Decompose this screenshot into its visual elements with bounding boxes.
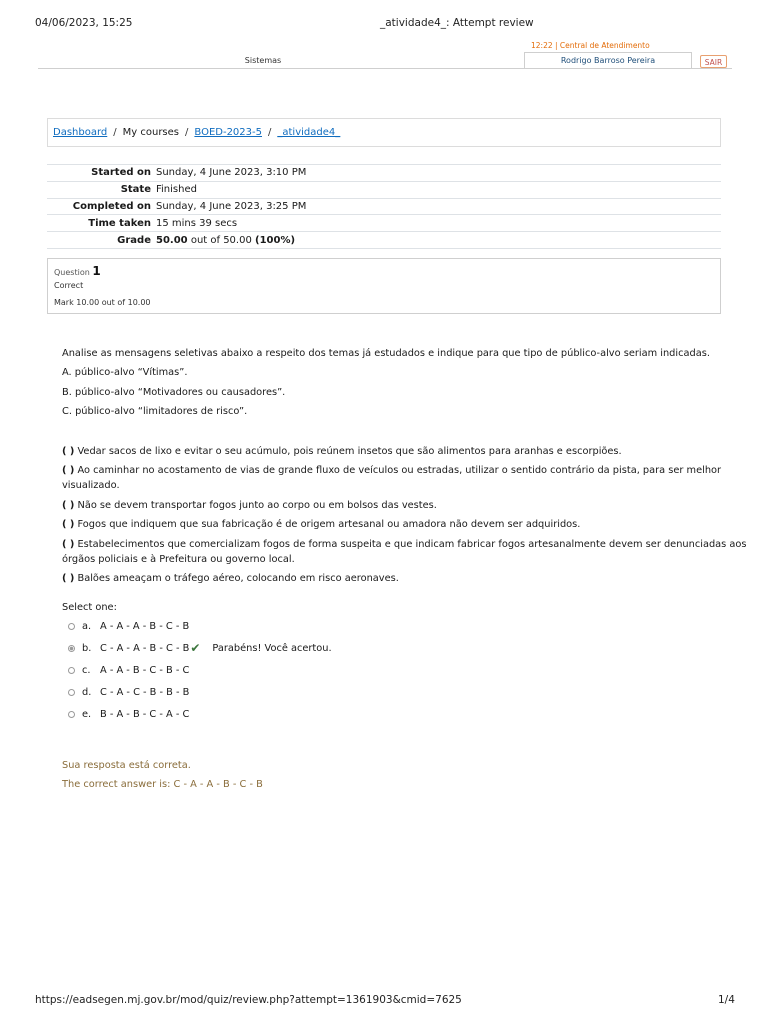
table-row (47, 181, 721, 198)
grade-out-of: out of 50.00 (187, 234, 255, 246)
statement-2-continued: visualizado. (62, 480, 120, 491)
radio-button[interactable] (68, 623, 75, 630)
statement-text: Balões ameaçam o tráfego aéreo, colocando em risco aeronaves. (74, 573, 399, 584)
option-text: C - A - A - B - C - B (100, 642, 190, 654)
option-letter: e. (82, 708, 92, 720)
breadcrumb-course-link[interactable]: BOED-2023-5 (194, 127, 262, 138)
grade-score: 50.00 (156, 234, 188, 246)
breadcrumb-separator: / (185, 127, 189, 138)
statement-5 (62, 538, 747, 553)
option-text: B - A - B - C - A - C (100, 708, 190, 720)
target-definition-c: C. público-alvo “limitadores de risco”. (62, 406, 248, 417)
summary-label: Completed on (72, 200, 151, 212)
option-text: C - A - C - B - B - B (100, 686, 190, 698)
correct-answer: The correct answer is: C - A - A - B - C - B (62, 779, 263, 790)
statement-4 (62, 518, 580, 533)
target-definition-b: B. público-alvo “Motivadores ou causadores”. (62, 387, 286, 398)
blank-marker: ( ) (62, 539, 75, 550)
table-row (47, 165, 721, 182)
question-label: Question (54, 268, 90, 277)
grade-value (156, 232, 721, 249)
statement-6 (62, 572, 399, 587)
statement-5-continued: órgãos policiais e à Prefeitura ou governo local. (62, 554, 295, 565)
target-definition-a: A. público-alvo “Vítimas”. (62, 367, 188, 378)
print-footer-url: https://eadsegen.mj.gov.br/mod/quiz/review.php?attempt=1361903&cmid=7625 (35, 994, 462, 1006)
summary-label: Started on (91, 167, 151, 179)
summary-label: Time taken (88, 217, 151, 229)
radio-button[interactable] (68, 689, 75, 696)
answer-option-d[interactable] (68, 685, 189, 699)
table-row (47, 198, 721, 215)
option-text: A - A - A - B - C - B (100, 620, 190, 632)
question-info (47, 258, 721, 314)
option-letter: d. (82, 686, 92, 698)
answer-option-e[interactable] (68, 707, 189, 721)
print-page-number: 1/4 (718, 994, 735, 1006)
statement-1 (62, 445, 622, 460)
statement-3 (62, 499, 437, 514)
print-datetime: 04/06/2023, 15:25 (35, 17, 133, 29)
option-text: A - A - B - C - B - C (100, 664, 190, 676)
blank-marker: ( ) (62, 446, 75, 457)
grade-percent: (100%) (255, 234, 296, 246)
radio-button-selected[interactable] (68, 645, 75, 652)
blank-marker: ( ) (62, 465, 75, 476)
summary-value: Sunday, 4 June 2023, 3:25 PM (156, 200, 307, 212)
option-letter: a. (82, 620, 92, 632)
result-feedback: Sua resposta está correta. (62, 760, 191, 771)
breadcrumb-my-courses: My courses (122, 127, 180, 138)
attempt-summary-table (47, 164, 721, 249)
statement-text: Não se devem transportar fogos junto ao corpo ou em bolsos das vestes. (74, 500, 437, 511)
user-name[interactable]: Rodrigo Barroso Pereira (524, 52, 692, 68)
table-row (47, 232, 721, 249)
answer-option-c[interactable] (68, 663, 189, 677)
summary-value: Finished (156, 184, 197, 196)
select-one-label: Select one: (62, 602, 117, 613)
blank-marker: ( ) (62, 573, 75, 584)
breadcrumb-separator: / (268, 127, 272, 138)
logout-button[interactable]: SAIR (700, 55, 727, 68)
summary-label: State (120, 184, 151, 196)
summary-label: Grade (117, 234, 151, 246)
statement-text: Vedar sacos de lixo e evitar o seu acúmulo, pois reúnem insetos que são alimentos para aranhas e escorpiões. (74, 446, 622, 457)
radio-button[interactable] (68, 711, 75, 718)
summary-value: 15 mins 39 secs (156, 217, 238, 229)
question-intro: Analise as mensagens seletivas abaixo a respeito dos temas já estudados e indique para que tipo de público-alvo seriam indicadas. (62, 348, 710, 359)
print-title: _atividade4_: Attempt review (380, 17, 534, 29)
breadcrumb-quiz-link[interactable]: _atividade4_ (277, 127, 341, 138)
answer-option-b[interactable] (68, 641, 332, 655)
table-row (47, 215, 721, 232)
option-feedback: Parabéns! Você acertou. (212, 642, 332, 654)
statement-text: Fogos que indiquem que sua fabricação é de origem artesanal ou amadora não devem ser adquiridos. (74, 519, 581, 530)
statement-text: Ao caminhar no acostamento de vias de grande fluxo de veículos ou estradas, utilizar o sentido contrário da pista, para ser melhor (74, 465, 722, 476)
question-number (54, 264, 101, 278)
question-number-value: 1 (92, 264, 101, 278)
radio-button[interactable] (68, 667, 75, 674)
breadcrumb-dashboard-link[interactable]: Dashboard (53, 127, 108, 138)
option-letter: b. (82, 642, 92, 654)
sistemas-menu[interactable]: Sistemas (244, 56, 282, 65)
answer-option-a[interactable] (68, 619, 189, 633)
question-mark: Mark 10.00 out of 10.00 (54, 298, 151, 307)
breadcrumb-separator: / (113, 127, 117, 138)
breadcrumb (47, 118, 721, 147)
blank-marker: ( ) (62, 519, 75, 530)
option-letter: c. (82, 664, 91, 676)
topbar-divider (38, 68, 732, 69)
blank-marker: ( ) (62, 500, 75, 511)
central-atendimento-link[interactable]: 12:22 | Central de Atendimento (531, 41, 650, 50)
statement-2 (62, 464, 721, 479)
statement-text: Estabelecimentos que comercializam fogos de forma suspeita e que indicam fabricar fogos artesanalmente devem ser denunciadas aos (74, 539, 747, 550)
summary-value: Sunday, 4 June 2023, 3:10 PM (156, 167, 307, 179)
question-state: Correct (54, 281, 84, 290)
correct-check-icon: ✔ (190, 641, 201, 655)
